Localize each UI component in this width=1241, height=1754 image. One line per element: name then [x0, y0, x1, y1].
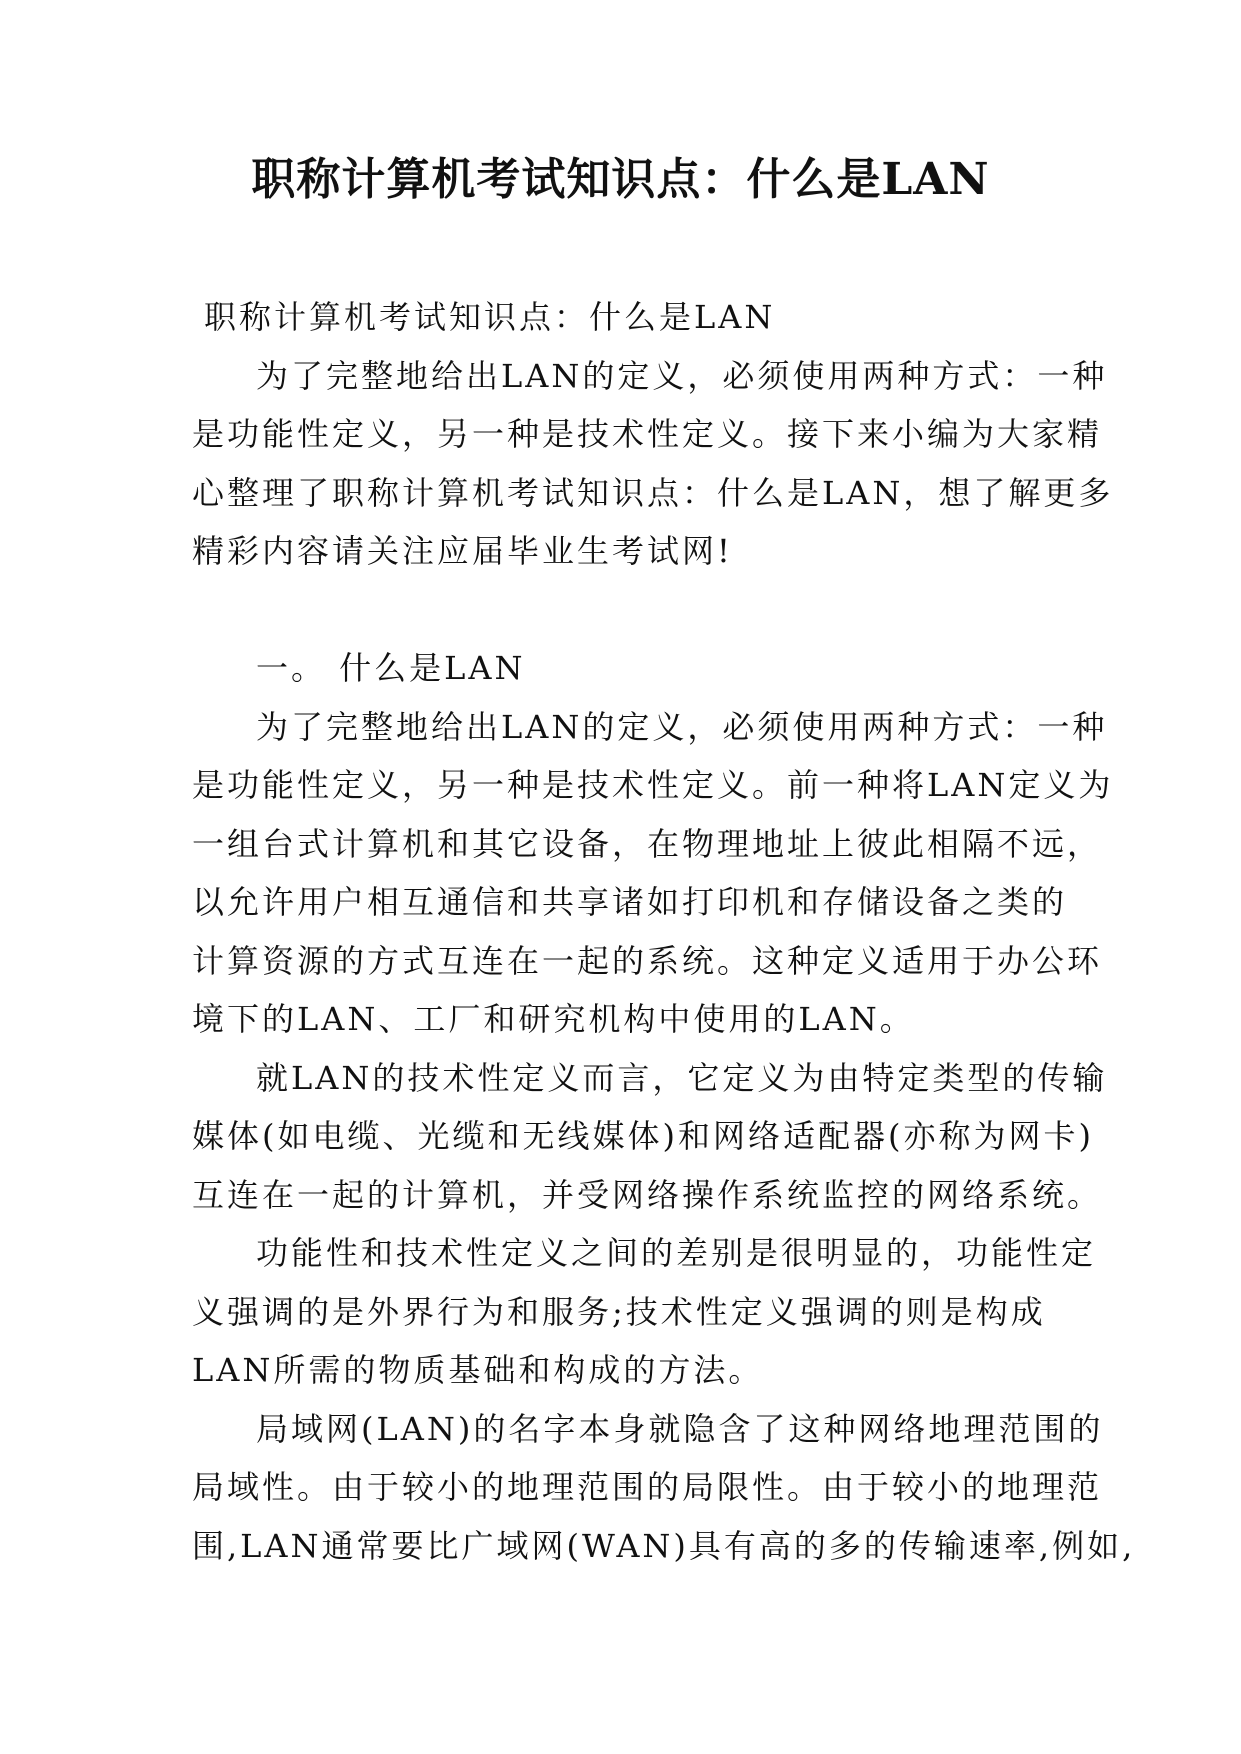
document-title: 职称计算机考试知识点：什么是LAN — [251, 154, 990, 205]
paragraph-line: 互连在一起的计算机，并受网络操作系统监控的网络系统。 — [192, 1175, 1103, 1214]
paragraph-line: 精彩内容请关注应届毕业生考试网! — [192, 532, 733, 570]
section-heading: 一。 什么是LAN — [256, 649, 526, 687]
paragraph-line: 心整理了职称计算机考试知识点：什么是LAN，想了解更多 — [192, 473, 1114, 512]
paragraph-line: 围,LAN通常要比广域网(WAN)具有高的多的传输速率,例如, — [192, 1526, 1136, 1565]
paragraph-line: 为了完整地给出LAN的定义，必须使用两种方式：一种 — [256, 707, 1108, 746]
paragraph-line: 是功能性定义，另一种是技术性定义。接下来小编为大家精 — [192, 415, 1103, 453]
paragraph-line: 局域网(LAN)的名字本身就隐含了这种网络地理范围的 — [256, 1409, 1104, 1448]
paragraph-line: 是功能性定义，另一种是技术性定义。前一种将LAN定义为 — [192, 766, 1114, 804]
paragraph-line: LAN所需的物质基础和构成的方法。 — [192, 1351, 764, 1389]
paragraph-line: 义强调的是外界行为和服务;技术性定义强调的则是构成 — [192, 1292, 1046, 1331]
paragraph-line: 功能性和技术性定义之间的差别是很明显的，功能性定 — [256, 1234, 1097, 1272]
paragraph-line: 境下的LAN、工厂和研究机构中使用的LAN。 — [192, 1000, 915, 1038]
blank-line — [192, 581, 1050, 640]
paragraph-line: 为了完整地给出LAN的定义，必须使用两种方式：一种 — [256, 356, 1108, 395]
intro-subtitle: 职称计算机考试知识点：什么是LAN — [204, 298, 776, 336]
paragraph-line: 局域性。由于较小的地理范围的局限性。由于较小的地理范 — [192, 1468, 1103, 1506]
paragraph-line: 以允许用户相互通信和共享诸如打印机和存储设备之类的 — [192, 883, 1068, 921]
paragraph-line: 一组台式计算机和其它设备，在物理地址上彼此相隔不远， — [192, 824, 1103, 863]
paragraph-line: 计算资源的方式互连在一起的系统。这种定义适用于办公环 — [192, 941, 1103, 980]
paragraph-line: 媒体(如电缆、光缆和无线媒体)和网络适配器(亦称为网卡) — [192, 1117, 1094, 1155]
paragraph-line: 就LAN的技术性定义而言，它定义为由特定类型的传输 — [256, 1058, 1108, 1097]
document-body — [192, 288, 1136, 1575]
